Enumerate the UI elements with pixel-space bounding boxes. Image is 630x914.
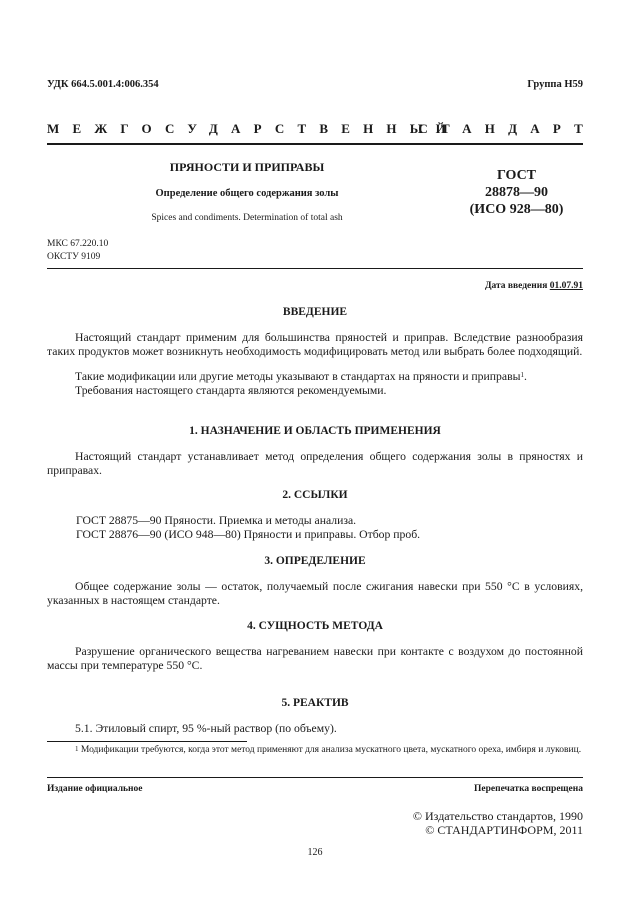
official-edition: Издание официальное: [47, 784, 143, 794]
banner-right: СТАНДАРТ: [418, 121, 596, 136]
reference-2: ГОСТ 28876—90 (ИСО 948—80) Пряности и приправы. Отбор проб.: [76, 528, 421, 541]
section-4-heading: 4. СУЩНОСТЬ МЕТОДА: [247, 620, 383, 632]
intro-date-label: Дата введения: [484, 281, 548, 291]
introduction-heading: ВВЕДЕНИЕ: [282, 306, 348, 318]
section-1-heading: 1. НАЗНАЧЕНИЕ И ОБЛАСТЬ ПРИМЕНЕНИЯ: [189, 425, 441, 437]
intro-date-value: 01.07.91: [549, 281, 583, 291]
title-main: ПРЯНОСТИ И ПРИПРАВЫ: [169, 160, 325, 174]
banner-left: МЕЖГОСУДАРСТВЕННЫЙ: [47, 121, 459, 136]
group-code: Группа Н59: [527, 79, 583, 90]
copyright-2: © СТАНДАРТИНФОРМ, 2011: [425, 823, 583, 837]
copyright-1: © Издательство стандартов, 1990: [412, 809, 583, 823]
mks-code: МКС 67.220.10: [47, 239, 109, 249]
introduction-p3: Требования настоящего стандарта являются рекомендуемыми.: [75, 384, 387, 397]
codes-rule: [47, 268, 583, 269]
section-1-text: Настоящий стандарт устанавливает метод определения общего содержания золы в пряностях и приправах.: [47, 450, 583, 477]
section-3-text: Общее содержание золы — остаток, получаемый после сжигания навески при 550 °С в условиях, указанных в настоящем стандарте.: [47, 580, 583, 607]
intro-date: [485, 281, 583, 291]
section-5-item: 5.1. Этиловый спирт, 95 %-ный раствор (по объему).: [75, 722, 337, 735]
footnote-marker: 1: [75, 745, 79, 753]
udk-code: УДК 664.5.001.4:006.354: [47, 79, 159, 90]
footnote-ref: 1: [520, 371, 524, 379]
title-sub: Определение общего содержания золы: [155, 188, 339, 199]
section-2-heading: 2. ССЫЛКИ: [282, 489, 348, 501]
iso-number: (ИСО 928—80): [469, 202, 564, 217]
gost-label: ГОСТ: [496, 168, 537, 183]
introduction-p1: Настоящий стандарт применим для большинства пряностей и приправ. Вследствие разнообразия таких продуктов может возникнуть необходимость модифицировать метод или выбрать более подходящий.: [47, 331, 583, 358]
footer-rule: [47, 777, 583, 778]
reprint-notice: Перепечатка воспрещена: [473, 784, 583, 794]
introduction-p2: Такие модификации или другие методы указывают в стандартах на пряности и приправы$^1$.: [75, 370, 527, 383]
banner-rule: [47, 143, 583, 145]
footnote-rule: [47, 741, 247, 742]
title-english: Spices and condiments. Determination of total ash: [151, 213, 343, 223]
section-3-heading: 3. ОПРЕДЕЛЕНИЕ: [264, 555, 366, 567]
section-4-text: Разрушение органического вещества нагреванием навески при контакте с воздухом до постоянной массы при температуре 550 °С.: [47, 645, 583, 672]
okstu-code: ОКСТУ 9109: [47, 252, 101, 262]
section-5-heading: 5. РЕАКТИВ: [281, 697, 349, 709]
reference-1: ГОСТ 28875—90 Пряности. Приемка и методы анализа.: [76, 514, 357, 527]
gost-number: 28878—90: [485, 185, 548, 200]
footnote: $^1$ Модификации требуются, когда этот метод применяют для анализа мускатного цвета, мускатного ореха, имбиря и луковиц.: [75, 745, 582, 755]
page-number: 126: [307, 847, 323, 858]
